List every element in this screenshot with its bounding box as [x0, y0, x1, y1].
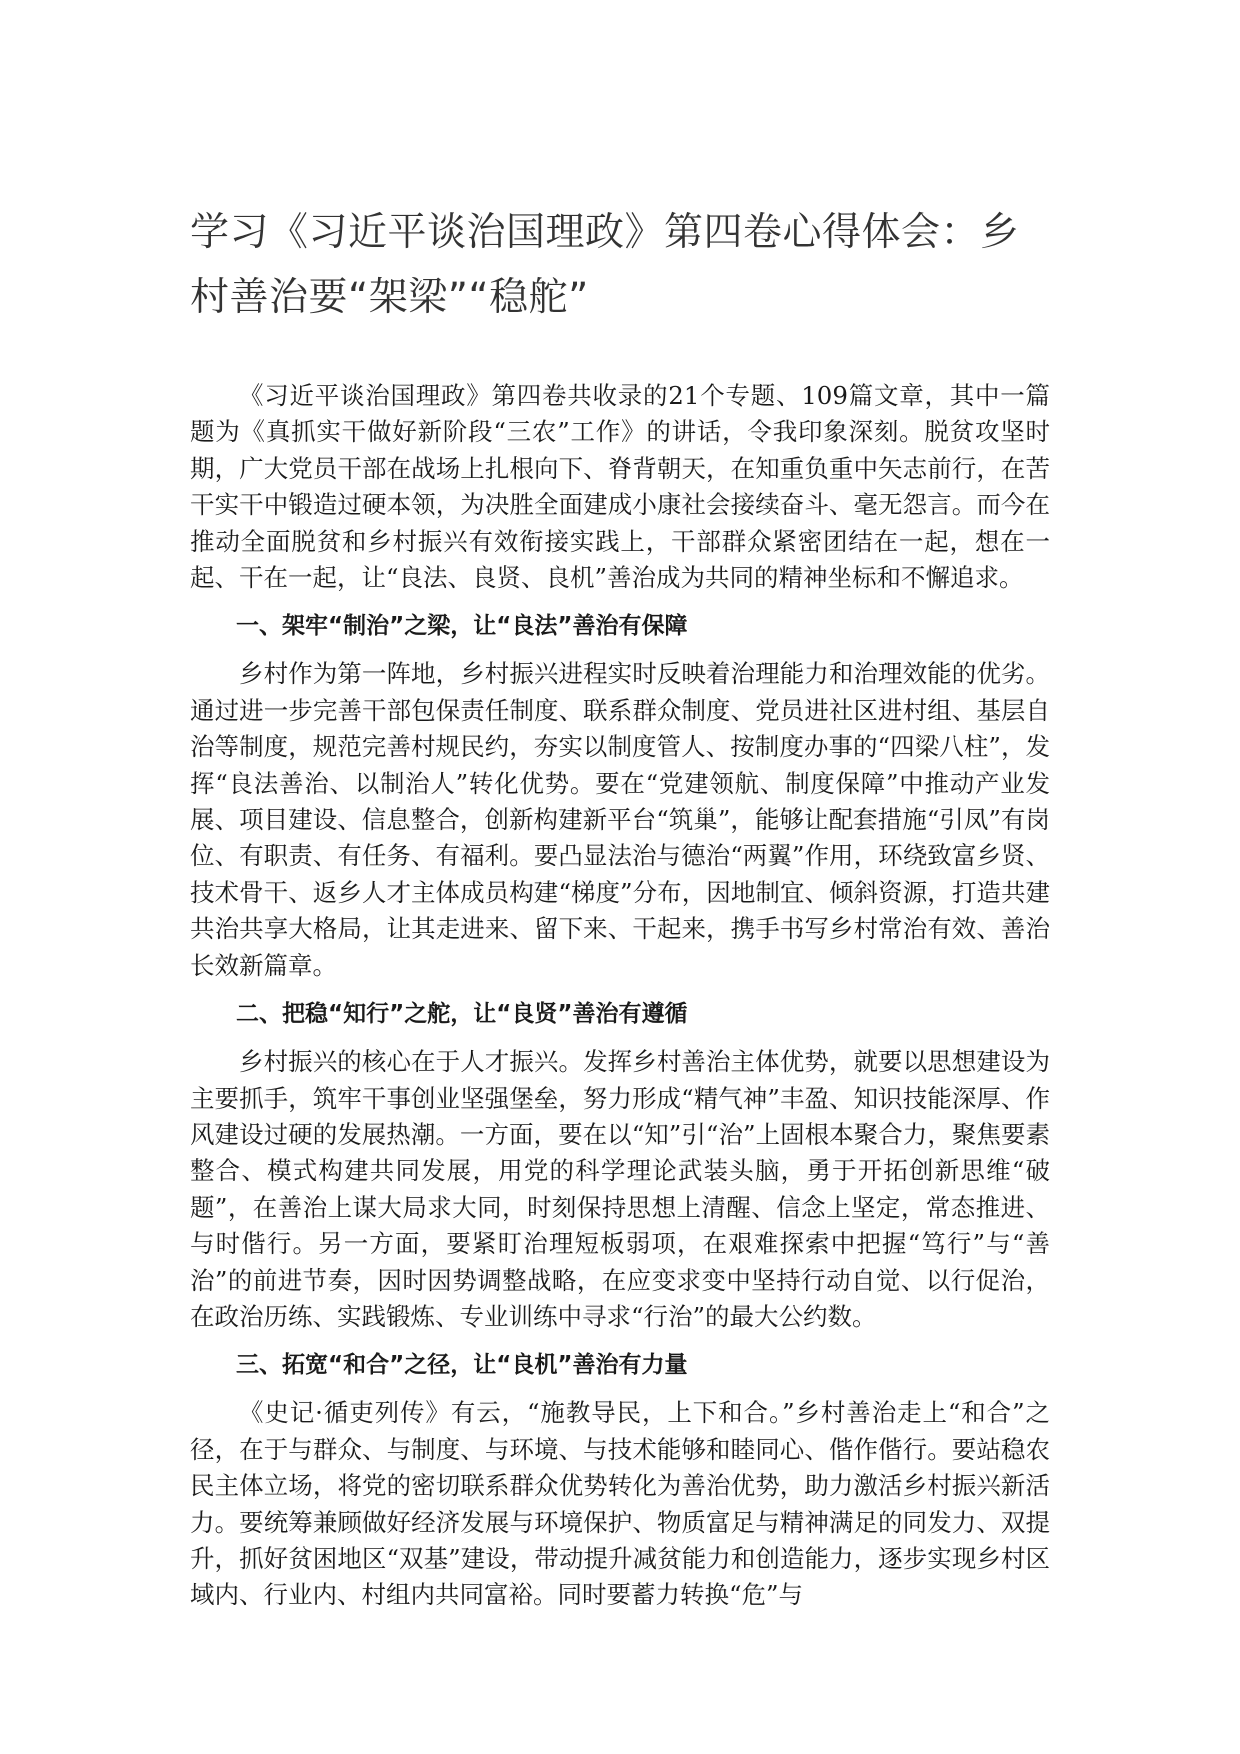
- section-heading: 三、拓宽“和合”之径，让“良机”善治有力量: [236, 1352, 688, 1379]
- intro-paragraph: 《习近平谈治国理政》第四卷共收录的21个专题、109篇文章，其中一篇题为《真抓实干做好新阶段“三农”工作》的讲话，令我印象深刻。脱贫攻坚时期，广大党员干部在战场上扎根向下、脊背朝天，在知重负重中矢志前行，在苦干实干中锻造过硬本领，为决胜全面建成小康社会接续奋斗、毫无怨言。而今在推动全面脱贫和乡村振兴有效衔接实践上，干部群众紧密团结在一起，想在一起、干在一起，让“良法、良贤、良机”善治成为共同的精神坐标和不懈追求。: [190, 381, 1050, 593]
- document-title: 学习《习近平谈治国理政》第四卷心得体会：乡村善治要“架梁”“稳舵”: [190, 210, 1020, 320]
- section-paragraph: 乡村作为第一阵地，乡村振兴进程实时反映着治理能力和治理效能的优劣。通过进一步完善干部包保责任制度、联系群众制度、党员进社区进村组、基层自治等制度，规范完善村规民约，夯实以制度管人、按制度办事的“四梁八柱”，发挥“良法善治、以制治人”转化优势。要在“党建领航、制度保障”中推动产业发展、项目建设、信息整合，创新构建新平台“筑巢”，能够让配套措施“引凤”有岗位、有职责、有任务、有福利。要凸显法治与德治“两翼”作用，环绕致富乡贤、技术骨干、返乡人才主体成员构建“梯度”分布，因地制宜、倾斜资源，打造共建共治共享大格局，让其走进来、留下来、干起来，携手书写乡村常治有效、善治长效新篇章。: [190, 659, 1050, 980]
- section-1: [190, 608, 1050, 984]
- section-2: [190, 996, 1050, 1335]
- section-heading: 二、把稳“知行”之舵，让“良贤”善治有遵循: [236, 1001, 688, 1028]
- section-paragraph: 《史记·循吏列传》有云，“施教导民，上下和合。”乡村善治走上“和合”之径，在于与群众、与制度、与环境、与技术能够和睦同心、偕作偕行。要站稳农民主体立场，将党的密切联系群众优势转化为善治优势，助力激活乡村振兴新活力。要统筹兼顾做好经济发展与环境保护、物质富足与精神满足的同发力、双提升，抓好贫困地区“双基”建设，带动提升减贫能力和创造能力，逐步实现乡村区域内、行业内、村组内共同富裕。同时要蓄力转换“危”与: [190, 1398, 1050, 1610]
- section-paragraph: 乡村振兴的核心在于人才振兴。发挥乡村善治主体优势，就要以思想建设为主要抓手，筑牢干事创业坚强堡垒，努力形成“精气神”丰盈、知识技能深厚、作风建设过硬的发展热潮。一方面，要在以“知”引“治”上固根本聚合力，聚焦要素整合、模式构建共同发展，用党的科学理论武装头脑，勇于开拓创新思维“破题”，在善治上谋大局求大同，时刻保持思想上清醒、信念上坚定，常态推进、与时偕行。另一方面，要紧盯治理短板弱项，在艰难探索中把握“笃行”与“善治”的前进节奏，因时因势调整战略，在应变求变中坚持行动自觉、以行促治，在政治历练、实践锻炼、专业训练中寻求“行治”的最大公约数。: [190, 1047, 1050, 1331]
- section-3: [190, 1347, 1050, 1613]
- section-heading: 一、架牢“制治”之梁，让“良法”善治有保障: [236, 613, 688, 640]
- document-page: [190, 200, 1050, 1614]
